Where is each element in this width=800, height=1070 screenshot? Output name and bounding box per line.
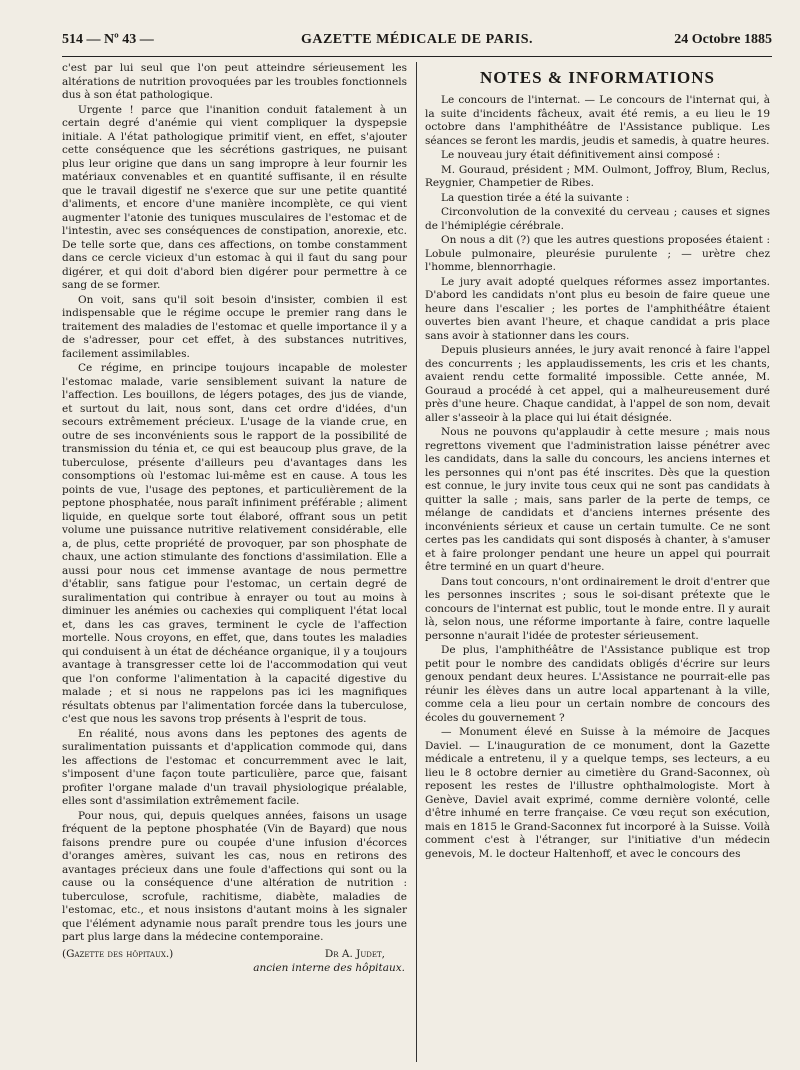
news-paragraph: On nous a dit (?) que les autres questions proposées étaient : Lobule pulmonaire, pleurésie purulente ; — urètre chez l'homme, blennorrhagie. bbox=[425, 234, 770, 273]
issue-number: — Nº 43 — bbox=[86, 32, 154, 47]
news-paragraph: Le concours de l'internat. — Le concours de l'internat qui, à la suite d'incidents fâcheux, avait été remis, a eu lieu le 19 octobre dans l'amphithéâtre de l'Assistance publique. Les séances se feront les mardis, jeudis et samedis, à quatre heures. bbox=[425, 94, 770, 147]
article-paragraph: c'est par lui seul que l'on peut atteindre sérieusement les altérations de nutrition provoquées par les troubles fonctionnels dus à son état pathologique. bbox=[62, 62, 407, 101]
signature-row bbox=[62, 948, 407, 962]
article-paragraph: Pour nous, qui, depuis quelques années, faisons un usage fréquent de la peptone phosphatée (Vin de Bayard) que nous faisons prendre pure ou coupée d'une infusion d'écorces d'oranges amères, suivant les cas, nous en retirons des avantages précieux dans une foule d'affections qui sont ou la cause ou la conséquence d'une altération de nutrition : tuberculose, scrofule, rachitisme, diabète, maladies de l'estomac, etc., et nous insistons d'autant moins à les signaler que l'élément adynamie nous paraît prendre tous les jours une part plus large dans la médecine contemporaine. bbox=[62, 809, 407, 943]
left-column bbox=[62, 62, 407, 1067]
news-paragraph: Le jury avait adopté quelques réformes assez importantes. D'abord les candidats n'ont plus eu besoin de faire queue une heure dans l'escalier ; les portes de l'amphithéâtre étaient ouvertes bien avant l'heure, et chaque candidat a pris place sans avoir à stationner dans les cours. bbox=[425, 275, 770, 342]
article-paragraph: Ce régime, en principe toujours incapable de molester l'estomac malade, varie sensiblement suivant la nature de l'affection. Les bouillons, de légers potages, des jus de viande, et surtout du lait, nous sont, dans cet ordre d'idées, d'un secours extrêmement précieux. L'usage de la viande crue, en outre de ses inconvénients sous le rapport de la possibilité de transmission du ténia et, ce qui est beaucoup plus grave, de la tuberculose, présente d'ailleurs peu d'avantages dans les consomptions où l'estomac lui-même est en cause. A tous les points de vue, l'usage des peptones, et particulièrement de la peptone phosphatée, nous paraît infiniment préférable ; aliment liquide, en quelque sorte tout élaboré, offrant sous un petit volume une puissance nutritive relativement considérable, elle a, de plus, cette propriété de provoquer, par son phosphate de chaux, une action stimulante des fonctions d'assimilation. Elle a aussi pour nous cet immense avantage de nous permettre d'établir, sans fatigue pour l'estomac, un certain degré de suralimentation qui contribue à enrayer ou tout au moins à diminuer les anémies ou cachexies qui compliquent l'état local et, dans les cas graves, terminent le cycle de l'affection mortelle. Nous croyons, en effet, que, dans toutes les maladies qui conduisent à un état de déchéance organique, il y a toujours avantage à transgresser cette loi de l'accommodation qui veut que l'on conforme l'alimentation à la capacité digestive du malade ; et si nous ne rappelons pas ici les magnifiques résultats obtenus par l'alimentation forcée dans la tuberculose, c'est que nous les savons trop présents à l'esprit de tous. bbox=[62, 362, 407, 725]
signature-author: Dr A. Judet, bbox=[324, 947, 385, 960]
signature-source: (Gazette des hôpitaux.) bbox=[62, 947, 174, 960]
signature-role: ancien interne des hôpitaux. bbox=[253, 961, 405, 974]
news-paragraph: De plus, l'amphithéâtre de l'Assistance publique est trop petit pour le nombre des candidats obligés d'écrire sur leurs genoux pendant deux heures. L'Assistance ne pourrait-elle pas réunir les élèves dans un autre local appartenant à la ville, comme cela a lieu pour un certain nombre de concours des écoles du gouvernement ? bbox=[425, 644, 770, 724]
news-paragraph: La question tirée a été la suivante : bbox=[441, 191, 630, 204]
article-paragraph: Urgente ! parce que l'inanition conduit fatalement à un certain degré d'anémie qui vient compliquer la dyspepsie initiale. A l'état pathologique primitif vient, en effet, s'ajouter cette conséquence que les sécrétions gastriques, ne puisant plus leur origine que dans un sang impropre à leur fournir les matériaux convenables et en quantité suffisante, il en résulte que le travail digestif ne s'exerce que sur une petite quantité d'aliments, et encore d'une manière incomplète, ce qui vient augmenter l'atonie des tuniques musculaires de l'estomac et de l'intestin, avec ses conséquences de constipation, anorexie, etc. De telle sorte que, dans ces affections, on tombe constamment dans ce cercle vicieux d'un estomac à qui il faut du sang pour digérer, et qui doit d'abord bien digérer pour permettre à ce sang de se former. bbox=[62, 103, 407, 291]
news-paragraph: Circonvolution de la convexité du cerveau ; causes et signes de l'hémiplégie cérébrale. bbox=[425, 206, 770, 232]
journal-title: GAZETTE MÉDICALE DE PARIS. bbox=[300, 32, 534, 47]
news-paragraph: Depuis plusieurs années, le jury avait renoncé à faire l'appel des concurrents ; les applaudissements, les cris et les chants, avaient rendu cette formalité impossible. Cette année, M. Gouraud a procédé à cet appel, qui a malheureusement duré près d'une heure. Chaque candidat, à l'appel de son nom, devait aller s'asseoir à la place qui lui était désignée. bbox=[425, 344, 770, 424]
article-paragraph: On voit, sans qu'il soit besoin d'insister, combien il est indispensable que le régime occupe le premier rang dans le traitement des maladies de l'estomac et quelle importance il y a de s'adresser, pour cet effet, à des substances nutritives, facilement assimilables. bbox=[62, 293, 407, 360]
article-paragraph: En réalité, nous avons dans les peptones des agents de suralimentation puissants et d'application commode qui, dans les affections de l'estomac et concurremment avec le lait, s'imposent d'une façon toute particulière, parce que, faisant profiter l'organe malade d'un travail physiologique préalable, elles sont d'assimilation extrêmement facile. bbox=[62, 727, 407, 807]
column-divider bbox=[416, 62, 417, 1062]
page-header bbox=[62, 32, 772, 58]
news-paragraph: Dans tout concours, n'ont ordinairement le droit d'entrer que les personnes inscrites ; sous le soi-disant prétexte que le concours de l'internat est public, tout le monde entre. Il y aurait là, selon nous, une réforme importante à faire, contre laquelle personne n'aurait l'idée de protester sérieusement. bbox=[425, 575, 770, 642]
section-title: NOTES & INFORMATIONS bbox=[479, 68, 716, 87]
header-rule bbox=[62, 56, 772, 57]
right-column bbox=[425, 62, 770, 1067]
news-paragraph: — Monument élevé en Suisse à la mémoire de Jacques Daviel. — L'inauguration de ce monument, dont la Gazette médicale a entretenu, il y a quelque temps, ses lecteurs, a eu lieu le 8 octobre dernier au cimetière du Grand-Saconnex, où reposent les restes de l'illustre ophthalmologiste. Mort à Genève, Daviel avait exprimé, comme dernière volonté, celle d'être inhumé en terre française. Ce vœu reçut son exécution, mais en 1815 le Grand-Saconnex fut incorporé à la Suisse. Voilà comment c'est à l'étranger, sur l'initiative d'un médecin genevois, M. le docteur Haltenhoff, et avec le concours des bbox=[425, 726, 770, 860]
page-number: 514 bbox=[62, 32, 83, 47]
issue-date: 24 Octobre 1885 bbox=[674, 32, 772, 47]
news-paragraph: Nous ne pouvons qu'applaudir à cette mesure ; mais nous regrettons vivement que l'administration laisse pénétrer avec les candidats, dans la salle du concours, les anciens internes et les personnes qui n'ont pas été inscrites. Dès que la question est connue, le jury invite tous ceux qui ne sont pas candidats à quitter la salle ; mais, sans parler de la perte de temps, ce mélange de candidats et d'anciens internes présente des inconvénients sérieux et cause un certain tumulte. Ce ne sont certes pas les candidats qui sont disposés à chanter, à s'amuser et à faire prolonger pendant une heure un appel qui pourrait être terminé en un quart d'heure. bbox=[425, 426, 770, 573]
news-paragraph: Le nouveau jury était définitivement ainsi composé : bbox=[441, 149, 721, 161]
news-paragraph: M. Gouraud, président ; MM. Oulmont, Joffroy, Blum, Reclus, Reygnier, Champetier de Ribes. bbox=[425, 163, 770, 189]
